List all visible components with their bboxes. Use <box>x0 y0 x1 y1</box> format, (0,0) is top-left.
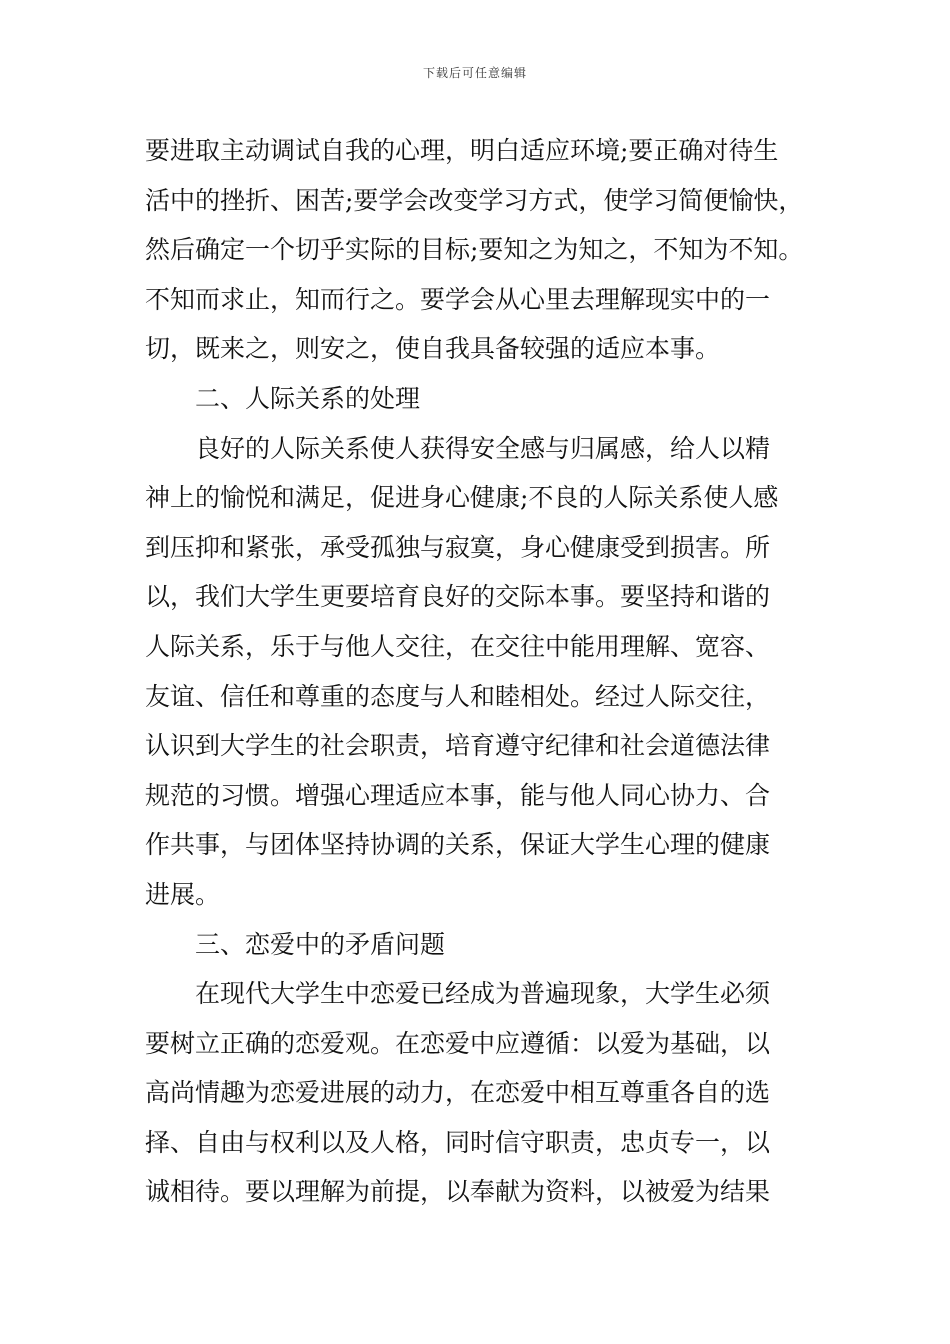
text-line: 友谊、信任和尊重的态度与人和睦相处。经过人际交往， <box>145 681 771 711</box>
text-line: 诚相待。要以理解为前提，以奉献为资料，以被爱为结果 <box>145 1177 771 1207</box>
text-line: 认识到大学生的社会职责，培育遵守纪律和社会道德法律 <box>145 731 771 761</box>
text-line: 神上的愉悦和满足，促进身心健康;不良的人际关系使人感 <box>145 483 779 513</box>
text-line: 切，既来之，则安之，使自我具备较强的适应本事。 <box>145 334 721 364</box>
text-line: 规范的习惯。增强心理适应本事，能与他人同心协力、合 <box>145 780 771 810</box>
text-line: 作共事，与团体坚持协调的关系，保证大学生心理的健康 <box>145 830 771 860</box>
text-line: 到压抑和紧张，承受孤独与寂寞，身心健康受到损害。所 <box>145 532 771 562</box>
text-line: 然后确定一个切乎实际的目标;要知之为知之，不知为不知。 <box>145 235 804 265</box>
text-line: 不知而求止，知而行之。要学会从心里去理解现实中的一 <box>145 284 771 314</box>
document-body <box>145 126 810 1217</box>
page-header: 下载后可任意编辑 <box>422 66 527 80</box>
text-line: 进展。 <box>145 879 221 909</box>
text-line: 要进取主动调试自我的心理，明白适应环境;要正确对待生 <box>145 136 779 165</box>
text-line: 在现代大学生中恋爱已经成为普遍现象，大学生必须 <box>145 979 771 1009</box>
section-heading-3: 三、恋爱中的矛盾问题 <box>145 929 446 959</box>
text-line: 活中的挫折、困苦;要学会改变学习方式，使学习简便愉快， <box>145 185 804 215</box>
text-line: 以，我们大学生更要培育良好的交际本事。要坚持和谐的 <box>145 582 771 612</box>
text-line: 择、自由与权利以及人格，同时信守职责，忠贞专一，以 <box>145 1127 771 1157</box>
text-line: 要树立正确的恋爱观。在恋爱中应遵循：以爱为基础，以 <box>145 1028 771 1058</box>
text-line: 高尚情趣为恋爱进展的动力，在恋爱中相互尊重各自的选 <box>145 1078 771 1108</box>
text-line: 良好的人际关系使人获得安全感与归属感，给人以精 <box>145 433 771 463</box>
text-line: 人际关系，乐于与他人交往，在交往中能用理解、宽容、 <box>145 631 771 661</box>
section-heading-2: 二、人际关系的处理 <box>145 383 421 413</box>
